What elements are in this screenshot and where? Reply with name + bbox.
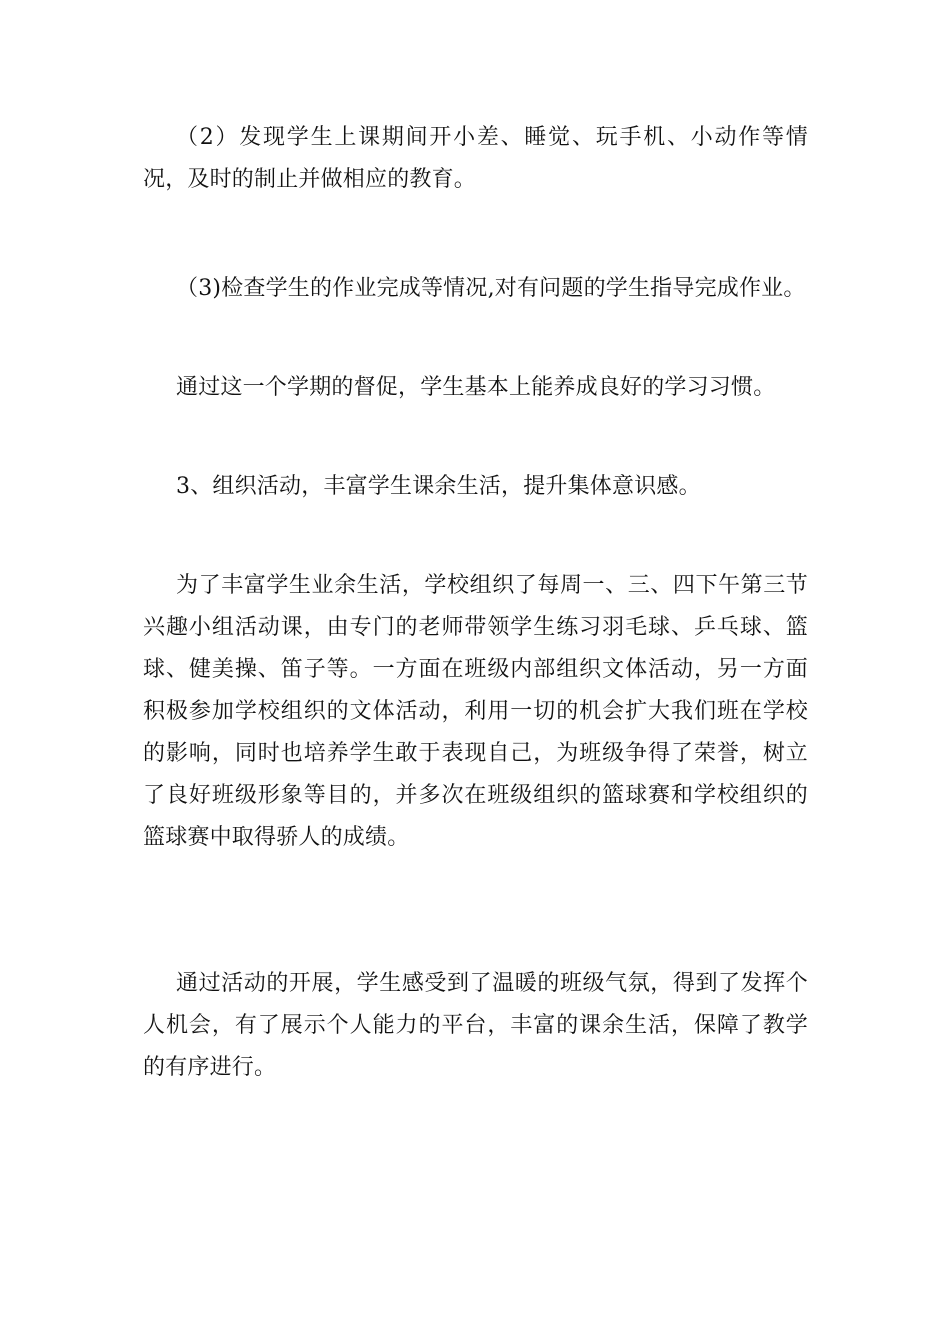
paragraph-activities-outcome: 通过活动的开展，学生感受到了温暖的班级气氛，得到了发挥个人机会，有了展示个人能力的平台，丰富的课余生活，保障了教学的有序进行。 — [143, 971, 808, 1080]
paragraph-item-3-homework-check: （3)检查学生的作业完成等情况,对有问题的学生指导完成作业。 — [176, 276, 806, 301]
section-heading-activities: 3、组织活动，丰富学生课余生活，提升集体意识感。 — [176, 474, 701, 499]
paragraph-activities-detail: 为了丰富学生业余生活，学校组织了每周一、三、四下午第三节兴趣小组活动课，由专门的老师带领学生练习羽毛球、乒乓球、篮球、健美操、笛子等。一方面在班级内部组织文体活动，另一方面积极参加学校组织的文体活动，利用一切的机会扩大我们班在学校的影响，同时也培养学生敢于表现自己，为班级争得了荣誉，树立了良好班级形象等目的，并多次在班级组织的篮球赛和学校组织的篮球赛中取得骄人的成绩。 — [143, 573, 808, 850]
paragraph-study-habits-summary: 通过这一个学期的督促，学生基本上能养成良好的学习习惯。 — [176, 375, 776, 400]
paragraph-item-2-classroom-discipline: （2）发现学生上课期间开小差、睡觉、玩手机、小动作等情况，及时的制止并做相应的教育。 — [143, 125, 808, 192]
